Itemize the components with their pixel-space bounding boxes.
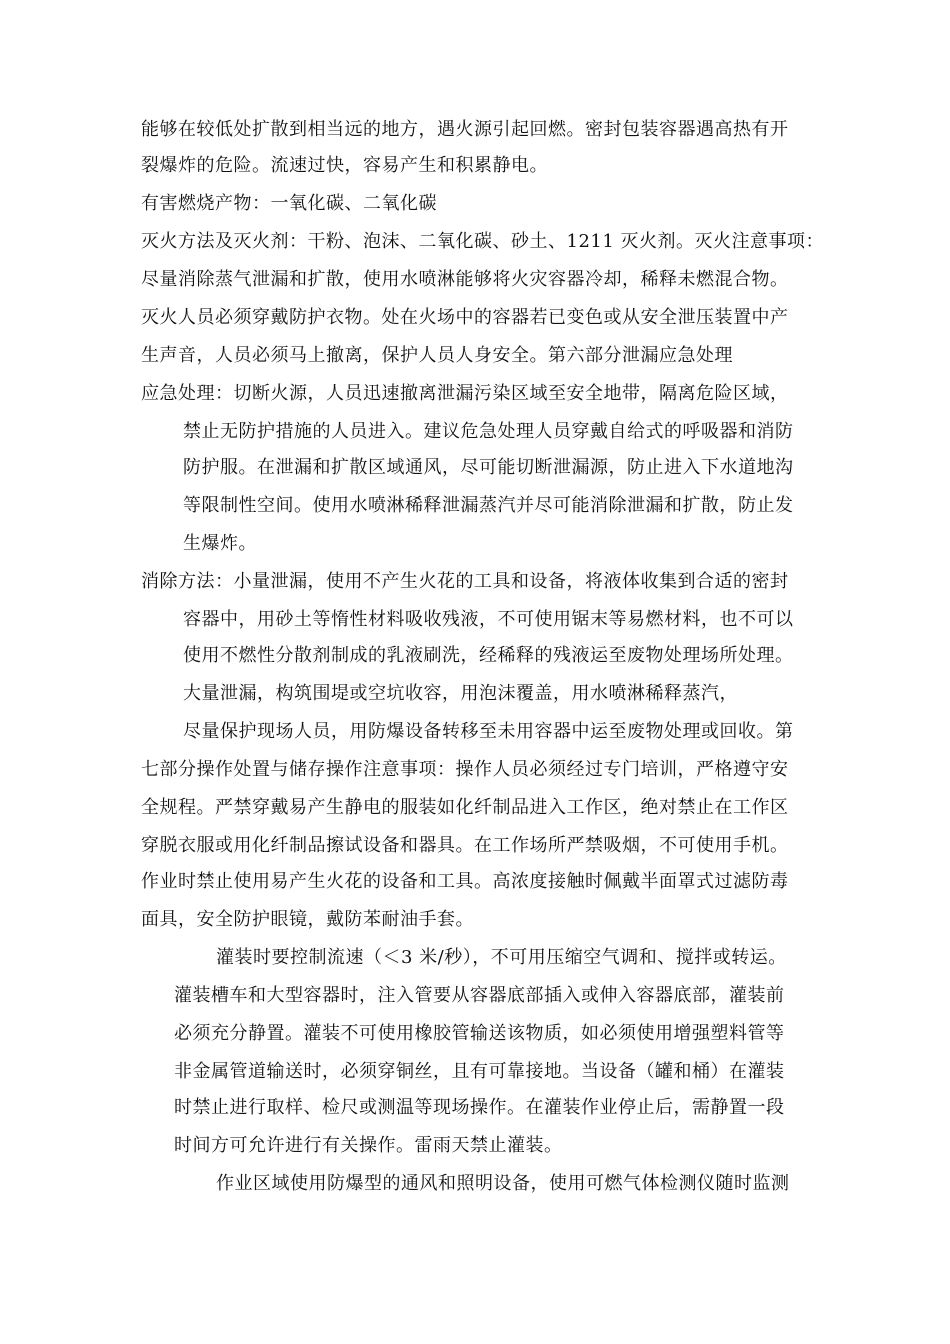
text-line: 面具，安全防护眼镜，戴防苯耐油手套。 — [141, 909, 474, 930]
text-line: 灭火方法及灭火剂：干粉、泡沫、二氧化碳、砂土、1211 灭火剂。灭火注意事项： — [141, 231, 825, 252]
text-line: 作业时禁止使用易产生火花的设备和工具。高浓度接触时佩戴半面罩式过滤防毒 — [141, 871, 789, 892]
text-line: 尽量保护现场人员，用防爆设备转移至未用容器中运至废物处理或回收。第 — [183, 721, 794, 742]
text-line: 容器中，用砂土等惰性材料吸收残液，不可使用锯末等易燃材料，也不可以 — [183, 609, 794, 630]
text-line: 禁止无防护措施的人员进入。建议危急处理人员穿戴自给式的呼吸器和消防 — [183, 421, 794, 442]
text-line: 使用不燃性分散剂制成的乳液刷洗，经稀释的残液运至废物处理场所处理。 — [183, 645, 794, 666]
text-line: 非金属管道输送时，必须穿铜丝，且有可靠接地。当设备（罐和桶）在灌装 — [174, 1061, 785, 1082]
text-line: 灌装槽车和大型容器时，注入管要从容器底部插入或伸入容器底部，灌装前 — [174, 985, 785, 1006]
text-line: 灌装时要控制流速（＜3 米/秒），不可用压缩空气调和、搅拌或转运。 — [216, 947, 787, 968]
text-line: 时禁止进行取样、检尺或测温等现场操作。在灌装作业停止后，需静置一段 — [174, 1097, 785, 1118]
text-line: 消除方法：小量泄漏，使用不产生火花的工具和设备，将液体收集到合适的密封 — [141, 571, 789, 592]
text-line: 生爆炸。 — [183, 533, 257, 554]
text-line: 应急处理：切断火源，人员迅速撤离泄漏污染区域至安全地带，隔离危险区域， — [141, 383, 789, 404]
text-line: 时间方可允许进行有关操作。雷雨天禁止灌装。 — [174, 1135, 563, 1156]
text-line: 等限制性空间。使用水喷淋稀释泄漏蒸汽并尽可能消除泄漏和扩散，防止发 — [183, 495, 794, 516]
text-line: 尽量消除蒸气泄漏和扩散，使用水喷淋能够将火灾容器冷却，稀释未燃混合物。 — [141, 269, 789, 290]
text-line: 能够在较低处扩散到相当远的地方，遇火源引起回燃。密封包装容器遇高热有开 — [141, 119, 789, 140]
text-line: 七部分操作处置与储存操作注意事项：操作人员必须经过专门培训，严格遵守安 — [141, 759, 789, 780]
text-line: 作业区域使用防爆型的通风和照明设备，使用可燃气体检测仪随时监测 — [216, 1173, 790, 1194]
text-line: 穿脱衣服或用化纤制品擦试设备和器具。在工作场所严禁吸烟，不可使用手机。 — [141, 835, 789, 856]
text-line: 防护服。在泄漏和扩散区域通风，尽可能切断泄漏源，防止进入下水道地沟 — [183, 457, 794, 478]
text-line: 全规程。严禁穿戴易产生静电的服装如化纤制品进入工作区，绝对禁止在工作区 — [141, 797, 789, 818]
text-line: 灭火人员必须穿戴防护衣物。处在火场中的容器若已变色或从安全泄压装置中产 — [141, 307, 789, 328]
text-line: 必须充分静置。灌装不可使用橡胶管输送该物质，如必须使用增强塑料管等 — [174, 1023, 785, 1044]
text-line: 生声音，人员必须马上撤离，保护人员人身安全。第六部分泄漏应急处理 — [141, 345, 733, 366]
text-line: 裂爆炸的危险。流速过快，容易产生和积累静电。 — [141, 155, 548, 176]
text-line: 大量泄漏，构筑围堤或空坑收容，用泡沫覆盖，用水喷淋稀释蒸汽， — [183, 683, 738, 704]
text-line: 有害燃烧产物：一氧化碳、二氧化碳 — [141, 193, 437, 214]
